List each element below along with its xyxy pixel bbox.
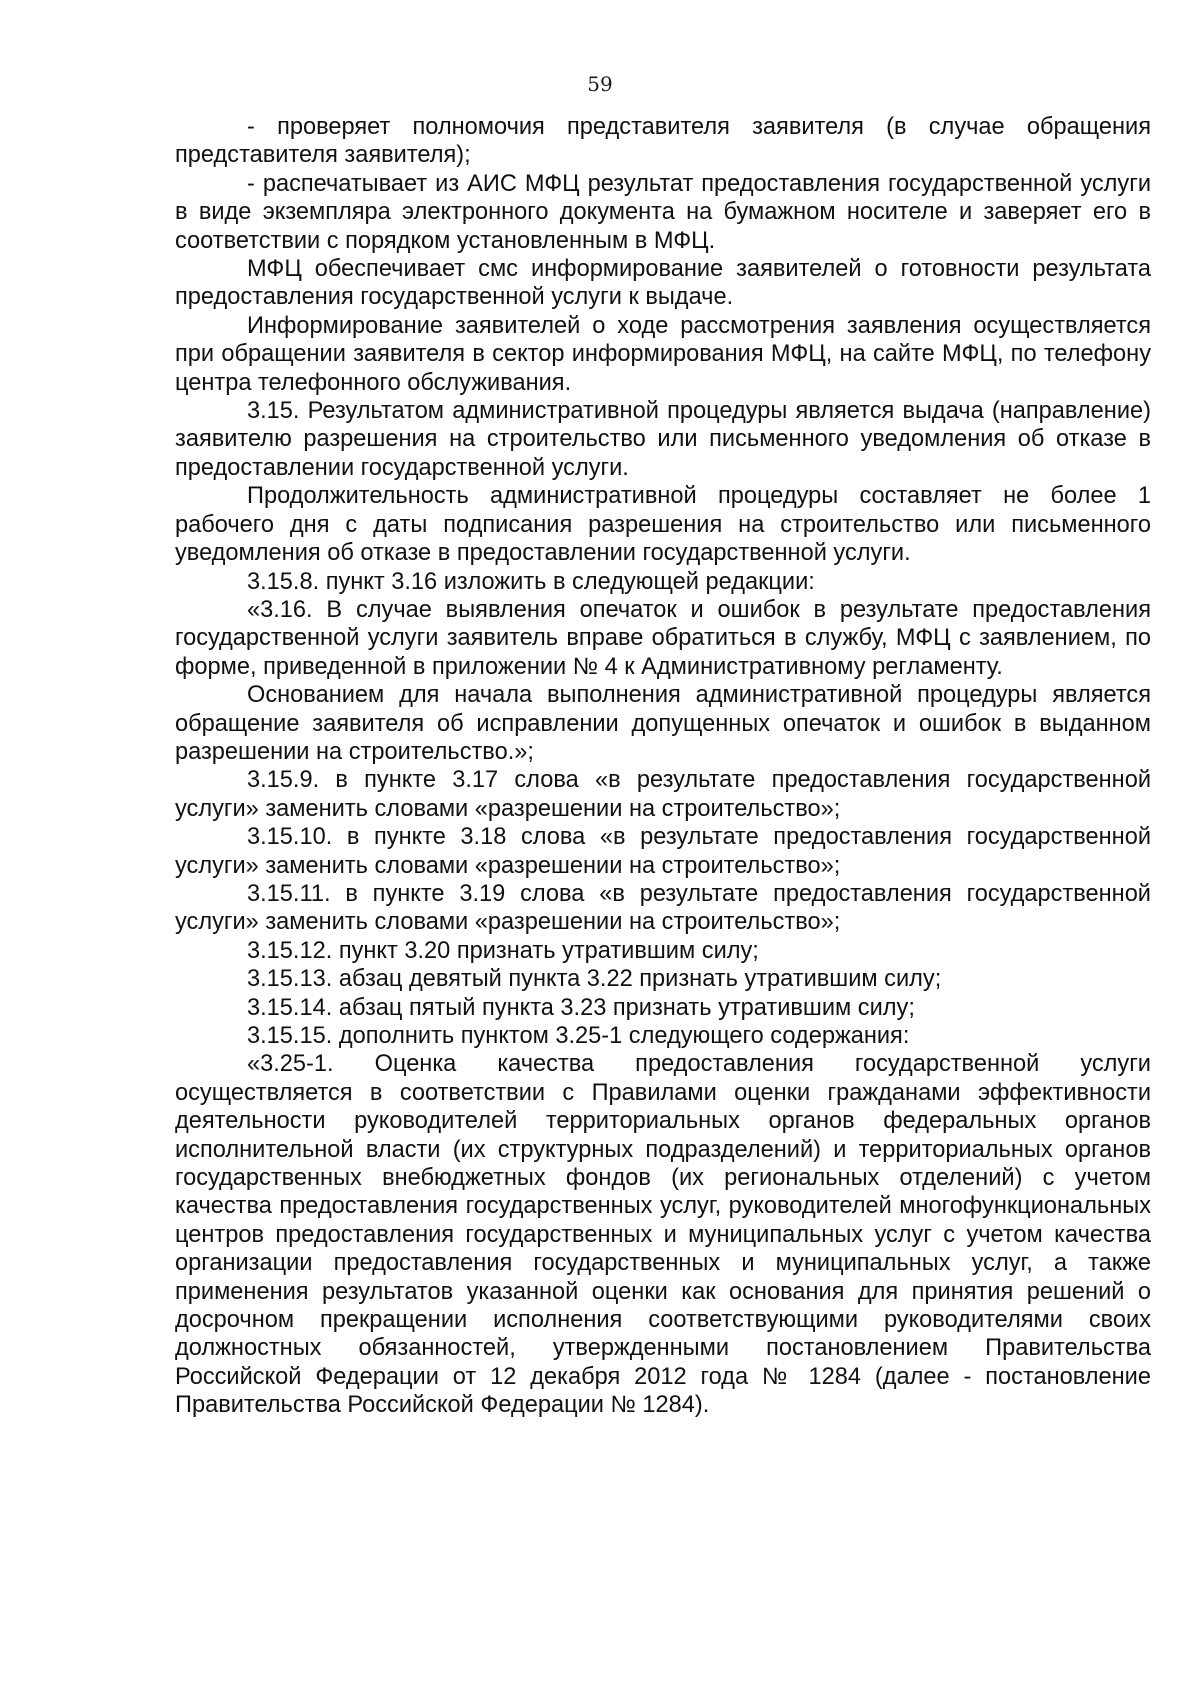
paragraph-grounds: Основанием для начала выполнения административной процедуры является обращение заявителя об исправлении допущенных опечаток и ошибок в выданном разрешении на строительство.»; bbox=[175, 682, 1151, 765]
paragraph-3-15-11: 3.15.11. в пункте 3.19 слова «в результате предоставления государственной услуги» заменить словами «разрешении на строительство»; bbox=[175, 880, 1151, 936]
paragraph-3-16-errors: «3.16. В случае выявления опечаток и ошибок в результате предоставления государственной услуги заявитель вправе обратиться в службу, МФЦ с заявлением, по форме, приведенной в приложении № 4 к Административному регламенту. bbox=[175, 596, 1151, 680]
paragraph-check-authority: - проверяет полномочия представителя заявителя (в случае обращения представителя заявителя); bbox=[175, 114, 1151, 169]
paragraph-3-15-12: 3.15.12. пункт 3.20 признать утратившим силу; bbox=[247, 937, 759, 964]
paragraph-print-result: - распечатывает из АИС МФЦ результат предоставления государственной услуги в виде экземпляра электронного документа на бумажном носителе и заверяет его в соответствии с порядком установленным в МФЦ. bbox=[175, 170, 1151, 254]
paragraph-3-15-15: 3.15.15. дополнить пунктом 3.25-1 следующего содержания: bbox=[247, 1023, 910, 1049]
paragraph-3-15-9: 3.15.9. в пункте 3.17 слова «в результате предоставления государственной услуги» заменить словами «разрешении на строительство»; bbox=[175, 767, 1151, 822]
page-number: 59 bbox=[587, 72, 613, 96]
paragraph-3-15-13: 3.15.13. абзац девятый пункта 3.22 признать утратившим силу; bbox=[247, 966, 942, 993]
paragraph-3-25-1-quality: «3.25-1. Оценка качества предоставления государственной услуги осуществляется в соответствии с Правилами оценки гражданами эффективности деятельности руководителей территориальных органов федеральных органов исполнительной власти (их структурных подразделений) и территориальных органов государственных внебюджетных фондов (их региональных отделений) с учетом качества предоставления государственных услуг, руководителей многофункциональных центров предоставления государственных и муниципальных услуг с учетом качества организации предоставления государственных и муниципальных услуг, а также применения результатов указанной оценки как основания для принятия решений о досрочном прекращении исполнения соответствующими руководителями своих должностных обязанностей, утвержденными постановлением Правительства Российской Федерации от 12 декабря 2012 года № 1284 (далее - постановление Правительства Российской Федерации № 1284). bbox=[175, 1051, 1151, 1419]
paragraph-3-15-result: 3.15. Результатом административной процедуры является выдача (направление) заявителю разрешения на строительство или письменного уведомления об отказе в предоставлении государственной услуги. bbox=[175, 398, 1151, 481]
paragraph-3-15-10: 3.15.10. в пункте 3.18 слова «в результате предоставления государственной услуги» заменить словами «разрешении на строительство»; bbox=[175, 824, 1151, 879]
paragraph-duration: Продолжительность административной процедуры составляет не более 1 рабочего дня с даты подписания разрешения на строительство или письменного уведомления об отказе в предоставлении государственной услуги. bbox=[175, 483, 1151, 567]
paragraph-3-15-8: 3.15.8. пункт 3.16 изложить в следующей редакции: bbox=[247, 568, 815, 595]
paragraph-informing: Информирование заявителей о ходе рассмотрения заявления осуществляется при обращении заявителя в сектор информирования МФЦ, на сайте МФЦ, по телефону центра телефонного обслуживания. bbox=[175, 312, 1151, 396]
paragraph-3-15-14: 3.15.14. абзац пятый пункта 3.23 признать утратившим силу; bbox=[247, 994, 915, 1021]
document-body bbox=[175, 113, 1151, 1420]
paragraph-sms-notification: МФЦ обеспечивает смс информирование заявителей о готовности результата предоставления государственной услуги к выдаче. bbox=[175, 256, 1151, 311]
